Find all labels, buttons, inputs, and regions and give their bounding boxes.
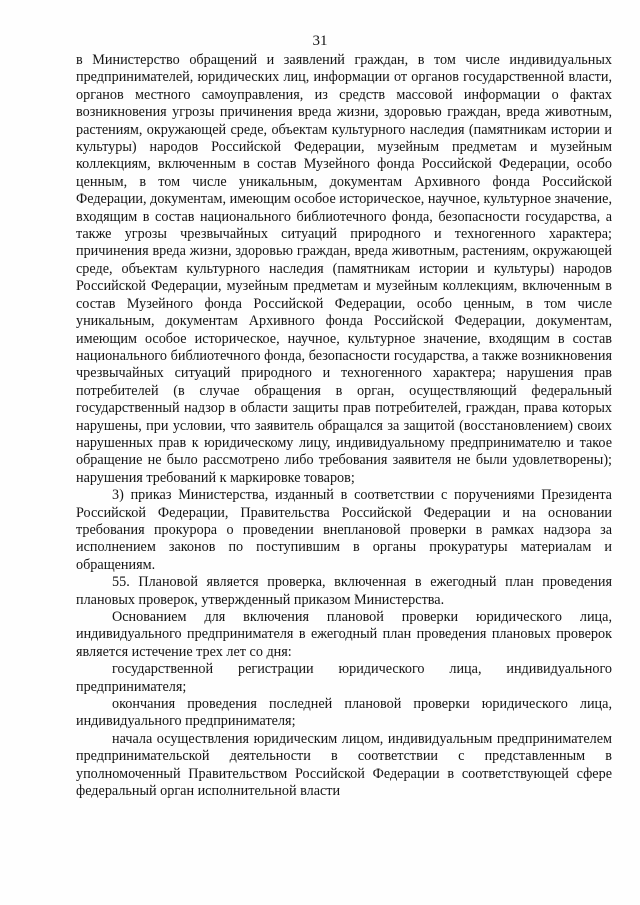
page-number: 31 — [312, 33, 328, 49]
paragraph-state-registration: государственной регистрации юридического лица, индивидуального предпринимателя; — [76, 661, 612, 695]
paragraph-55-planned-inspection: 55. Плановой является проверка, включенная в ежегодный план проведения плановых проверок, утвержденный приказом Министерства. — [76, 574, 612, 608]
paragraph-basis-for-inclusion: Основанием для включения плановой проверки юридического лица, индивидуального предпринимателя в ежегодный план проведения плановых проверок является истечение трех лет со дня: — [76, 609, 612, 660]
paragraph-last-inspection-end: окончания проведения последней плановой проверки юридического лица, индивидуального предпринимателя; — [76, 696, 612, 730]
paragraph-item-3-ministry-order: 3) приказ Министерства, изданный в соответствии с поручениями Президента Российской Федерации, Правительства Российской Федерации и на основании требования прокурора о проведении внеплановой проверки в рамках надзора за исполнением законов по поступившим в органы прокуратуры материалам и обращениям. — [76, 487, 612, 573]
document-body — [76, 52, 612, 800]
paragraph-intro-grounds: в Министерство обращений и заявлений граждан, в том числе индивидуальных предпринимателей, юридических лиц, информации от органов государственной власти, органов местного самоуправления, из средств массовой информации о фактах возникновения угрозы причинения вреда жизни, здоровью граждан, вреда животным, растениям, окружающей среде, объектам культурного наследия (памятникам истории и культуры) народов Российской Федерации, музейным предметам и музейным коллекциям, включенным в состав Музейного фонда Российской Федерации, особо ценным, в том числе уникальным, документам Архивного фонда Российской Федерации, документам, имеющим особое историческое, научное, культурное значение, входящим в состав национального библиотечного фонда, безопасности государства, а также угрозы чрезвычайных ситуаций природного и техногенного характера; причинения вреда жизни, здоровью граждан, вреда животным, растениям, окружающей среде, объектам культурного наследия (памятникам истории и культуры) народов Российской Федерации, музейным предметам и музейным коллекциям, включенным в состав Музейного фонда Российской Федерации, особо ценным, в том числе уникальным, документам Архивного фонда Российской Федерации, документам, имеющим особое историческое, научное, культурное значение, входящим в состав национального библиотечного фонда, безопасности государства, а также возникновения чрезвычайных ситуаций природного и техногенного характера; нарушения прав потребителей (в случае обращения в орган, осуществляющий федеральный государственный надзор в области защиты прав потребителей, граждан, права которых нарушены, при условии, что заявитель обращался за защитой (восстановлением) своих нарушенных прав к юридическому лицу, индивидуальному предпринимателю и такое обращение не было рассмотрено либо требования заявителя не были удовлетворены); нарушения требований к маркировке товаров; — [76, 52, 612, 486]
paragraph-start-of-activity: начала осуществления юридическим лицом, индивидуальным предпринимателем предпринимательской деятельности в соответствии с представленным в уполномоченный Правительством Российской Федерации в соответствующей сфере федеральный орган исполнительной власти — [76, 730, 612, 800]
